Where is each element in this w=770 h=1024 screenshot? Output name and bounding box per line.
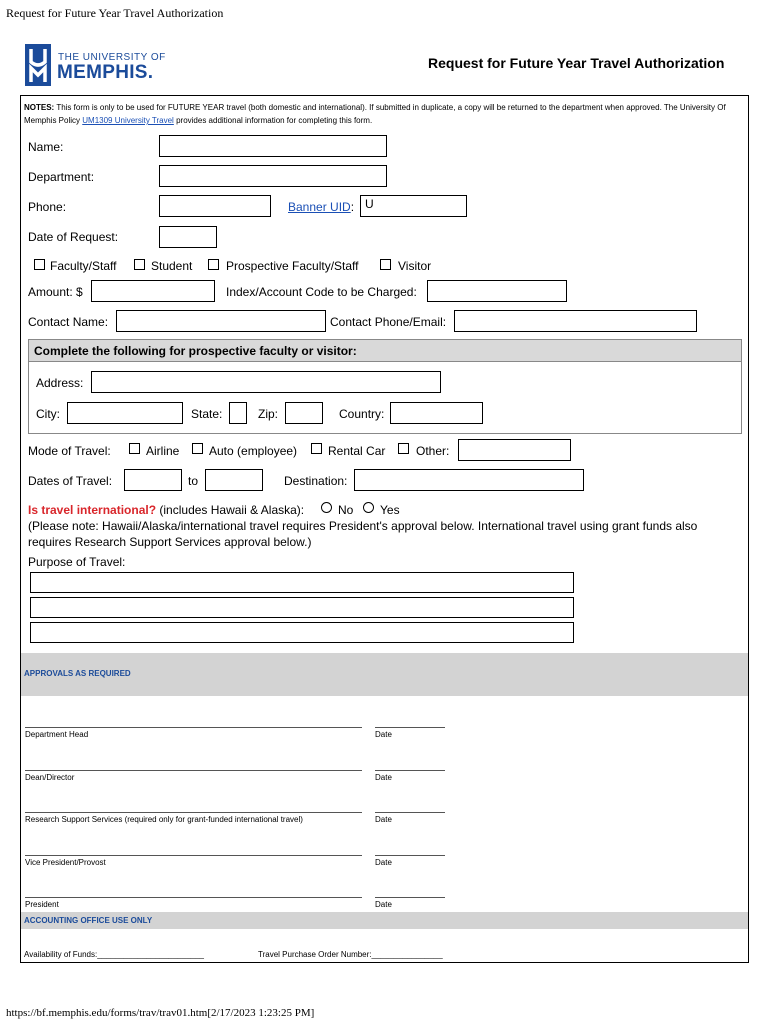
student-checkbox[interactable] xyxy=(134,259,145,270)
auto-checkbox[interactable] xyxy=(192,443,203,454)
banner-uid-link[interactable]: Banner UID xyxy=(288,200,351,214)
other-input[interactable] xyxy=(458,439,571,461)
sig-label-dean: Dean/Director xyxy=(25,773,75,782)
rental-car-checkbox[interactable] xyxy=(311,443,322,454)
date-label-president: Date xyxy=(375,900,392,909)
auto-label: Auto (employee) xyxy=(209,444,298,458)
faculty-staff-label: Faculty/Staff xyxy=(50,259,117,273)
yes-radio[interactable] xyxy=(363,502,374,513)
approvals-header: APPROVALS AS REQUIRED xyxy=(24,669,131,678)
sig-label-vp: Vice President/Provost xyxy=(25,858,106,867)
date-of-request-label: Date of Request: xyxy=(28,230,119,244)
zip-input[interactable] xyxy=(285,402,323,424)
date-label-dean: Date xyxy=(375,773,392,782)
phone-label: Phone: xyxy=(28,200,67,214)
university-logo-icon xyxy=(25,44,51,86)
date-from-input[interactable] xyxy=(124,469,182,491)
policy-link[interactable]: UM1309 University Travel xyxy=(82,116,174,125)
purpose-line-1[interactable] xyxy=(30,572,574,593)
mode-label: Mode of Travel: xyxy=(28,444,111,458)
availability-of-funds: Availability of Funds:________________________ xyxy=(24,950,205,959)
please-note-2: requires Research Support Services approval below.) xyxy=(28,535,312,549)
date-label-department-head: Date xyxy=(375,730,392,739)
address-label: Address: xyxy=(36,376,84,390)
date-line-vp xyxy=(375,855,445,856)
prospective-faculty-checkbox[interactable] xyxy=(208,259,219,270)
country-label: Country: xyxy=(339,407,385,421)
purpose-line-2[interactable] xyxy=(30,597,574,618)
state-label: State: xyxy=(191,407,223,421)
purpose-line-3[interactable] xyxy=(30,622,574,643)
accounting-header: ACCOUNTING OFFICE USE ONLY xyxy=(24,916,153,925)
sig-label-department-head: Department Head xyxy=(25,730,89,739)
sig-line-vp xyxy=(25,855,362,856)
date-of-request-input[interactable] xyxy=(159,226,217,248)
sig-line-research xyxy=(25,812,362,813)
banner-uid: Banner UID: xyxy=(288,200,355,214)
name-input[interactable] xyxy=(159,135,387,157)
date-line-research xyxy=(375,812,445,813)
department-input[interactable] xyxy=(159,165,387,187)
international-row xyxy=(28,503,304,517)
date-line-president xyxy=(375,897,445,898)
yes-label: Yes xyxy=(380,503,400,517)
notes-text-2: provides additional information for completing this form. xyxy=(176,116,373,125)
print-footer-url: https://bf.memphis.edu/forms/trav/trav01.htm[2/17/2023 1:23:25 PM] xyxy=(6,1007,315,1019)
index-input[interactable] xyxy=(427,280,567,302)
date-label-research: Date xyxy=(375,815,392,824)
date-line-dean xyxy=(375,770,445,771)
state-input[interactable] xyxy=(229,402,247,424)
banner-uid-input[interactable]: U xyxy=(360,195,467,217)
international-note: (includes Hawaii & Alaska): xyxy=(159,503,305,517)
notes xyxy=(24,101,746,127)
travel-po-number: Travel Purchase Order Number:________________ xyxy=(258,950,443,959)
logo-text-top: THE UNIVERSITY OF xyxy=(58,52,166,63)
name-label: Name: xyxy=(28,140,64,154)
address-input[interactable] xyxy=(91,371,441,393)
visitor-label: Visitor xyxy=(398,259,432,273)
sig-line-dean xyxy=(25,770,362,771)
country-input[interactable] xyxy=(390,402,483,424)
sig-line-president xyxy=(25,897,362,898)
prospective-faculty-label: Prospective Faculty/Staff xyxy=(226,259,359,273)
purpose-label: Purpose of Travel: xyxy=(28,555,126,569)
contact-name-label: Contact Name: xyxy=(28,315,109,329)
to-label: to xyxy=(188,474,199,488)
sig-label-research: Research Support Services (required only for grant-funded international travel) xyxy=(25,815,303,824)
please-note-1: (Please note: Hawaii/Alaska/international travel requires President's approval below. International travel using grant funds also xyxy=(28,519,698,533)
date-to-input[interactable] xyxy=(205,469,263,491)
phone-input[interactable] xyxy=(159,195,271,217)
amount-input[interactable] xyxy=(91,280,215,302)
student-label: Student xyxy=(151,259,193,273)
rental-car-label: Rental Car xyxy=(328,444,386,458)
visitor-checkbox[interactable] xyxy=(380,259,391,270)
contact-phone-input[interactable] xyxy=(454,310,697,332)
no-radio[interactable] xyxy=(321,502,332,513)
city-label: City: xyxy=(36,407,60,421)
notes-text-1: This form is only to be used for FUTURE YEAR travel (both domestic and international). If submitted in duplicate, a copy will be returned to the department when approved. The University Of Memphis Policy xyxy=(24,103,726,125)
dates-label: Dates of Travel: xyxy=(28,474,113,488)
airline-label: Airline xyxy=(146,444,180,458)
airline-checkbox[interactable] xyxy=(129,443,140,454)
international-question: Is travel international? xyxy=(28,503,157,517)
print-page-title: Request for Future Year Travel Authorization xyxy=(6,6,224,20)
no-label: No xyxy=(338,503,354,517)
zip-label: Zip: xyxy=(258,407,279,421)
contact-phone-label: Contact Phone/Email: xyxy=(330,315,447,329)
city-input[interactable] xyxy=(67,402,183,424)
other-checkbox[interactable] xyxy=(398,443,409,454)
department-label: Department: xyxy=(28,170,95,184)
date-label-vp: Date xyxy=(375,858,392,867)
index-label: Index/Account Code to be Charged: xyxy=(226,285,417,299)
notes-label: NOTES: xyxy=(24,103,55,112)
destination-label: Destination: xyxy=(284,474,348,488)
contact-name-input[interactable] xyxy=(116,310,326,332)
faculty-staff-checkbox[interactable] xyxy=(34,259,45,270)
amount-label: Amount: $ xyxy=(28,285,83,299)
logo-text-bottom: MEMPHIS. xyxy=(57,62,154,83)
destination-input[interactable] xyxy=(354,469,584,491)
page-title: Request for Future Year Travel Authorization xyxy=(428,55,725,71)
other-label: Other: xyxy=(416,444,450,458)
date-line-department-head xyxy=(375,727,445,728)
sig-line-department-head xyxy=(25,727,362,728)
sig-label-president: President xyxy=(25,900,59,909)
prospective-header: Complete the following for prospective faculty or visitor: xyxy=(34,344,357,358)
